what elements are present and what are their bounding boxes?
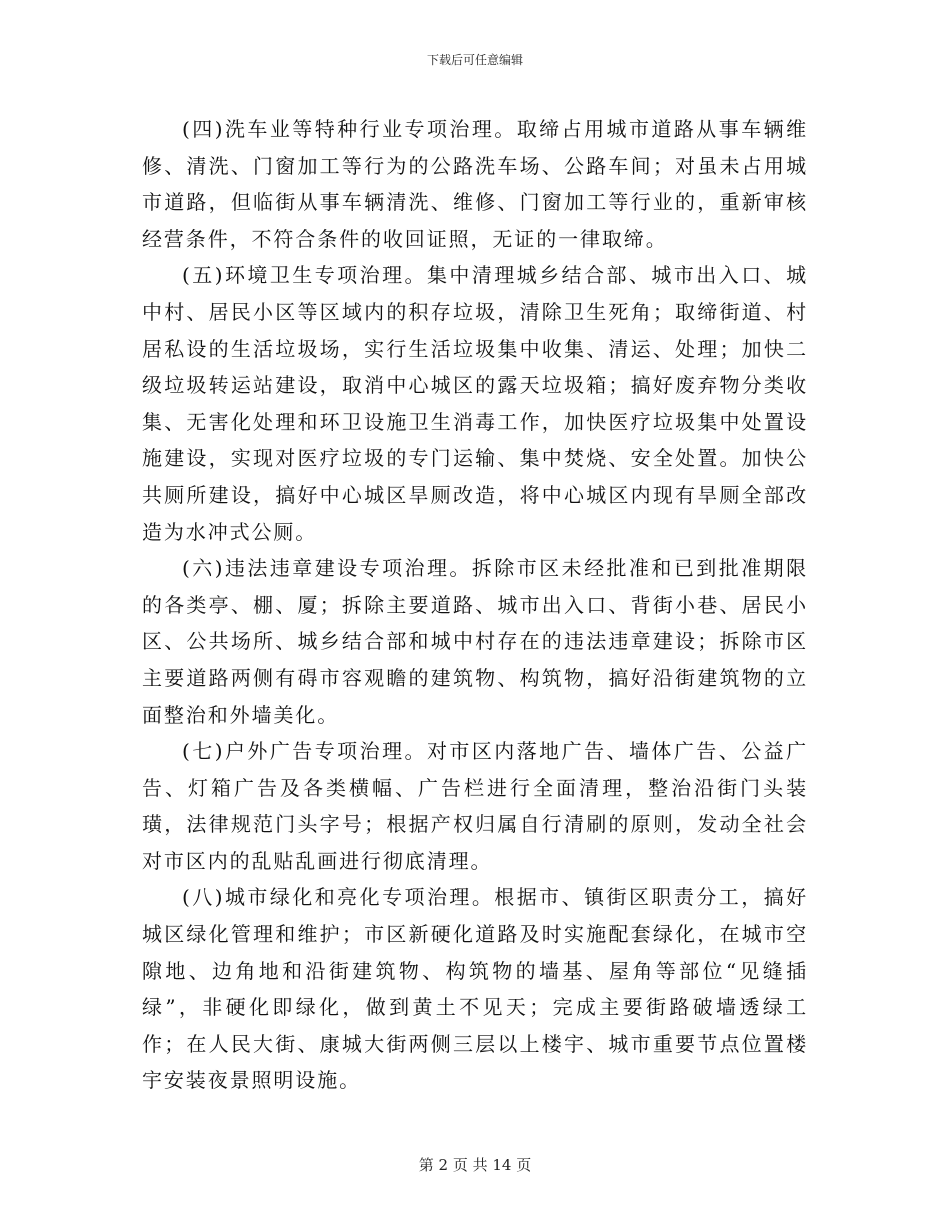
paragraph-illegal-construction: (六)违法违章建设专项治理。拆除市区未经批准和已到批准期限的各类亭、棚、厦；拆除主要道路、城市出入口、背街小巷、居民小区、公共场所、城乡结合部和城中村存在的违法违章建设；拆除市区主要道路两侧有碍市容观瞻的建筑物、构筑物，搞好沿街建筑物的立面整治和外墙美化。	[142, 556, 808, 727]
page-number-footer: 第 2 页 共 14 页	[418, 1156, 532, 1174]
paragraph-car-wash: (四)洗车业等特种行业专项治理。取缔占用城市道路从事车辆维修、清洗、门窗加工等行为的公路洗车场、公路车间；对虽未占用城市道路，但临街从事车辆清洗、维修、门窗加工等行业的，重新审核经营条件，不符合条件的收回证照，无证的一律取缔。	[142, 117, 808, 251]
paragraph-outdoor-advertising: (七)户外广告专项治理。对市区内落地广告、墙体广告、公益广告、灯箱广告及各类横幅、广告栏进行全面清理，整治沿街门头装璜，法律规范门头字号；根据产权归属自行清刷的原则，发动全社会对市区内的乱贴乱画进行彻底清理。	[142, 739, 808, 873]
paragraph-greening-lighting: (八)城市绿化和亮化专项治理。根据市、镇街区职责分工，搞好城区绿化管理和维护；市区新硬化道路及时实施配套绿化，在城市空隙地、边角地和沿街建筑物、构筑物的墙基、屋角等部位“见缝插绿”，非硬化即绿化，做到黄土不见天；完成主要街路破墙透绿工作；在人民大街、康城大街两侧三层以上楼宇、城市重要节点位置楼宇安装夜景照明设施。	[142, 885, 808, 1093]
paragraph-sanitation: (五)环境卫生专项治理。集中清理城乡结合部、城市出入口、城中村、居民小区等区域内的积存垃圾，清除卫生死角；取缔街道、村居私设的生活垃圾场，实行生活垃圾集中收集、清运、处理；加快二级垃圾转运站建设，取消中心城区的露天垃圾箱；搞好废弃物分类收集、无害化处理和环卫设施卫生消毒工作，加快医疗垃圾集中处置设施建设，实现对医疗垃圾的专门运输、集中焚烧、安全处置。加快公共厕所建设，搞好中心城区旱厕改造，将中心城区内现有旱厕全部改造为水冲式公厕。	[142, 263, 808, 544]
page-header-note: 下载后可任意编辑	[426, 53, 523, 67]
document-body	[142, 111, 808, 1099]
